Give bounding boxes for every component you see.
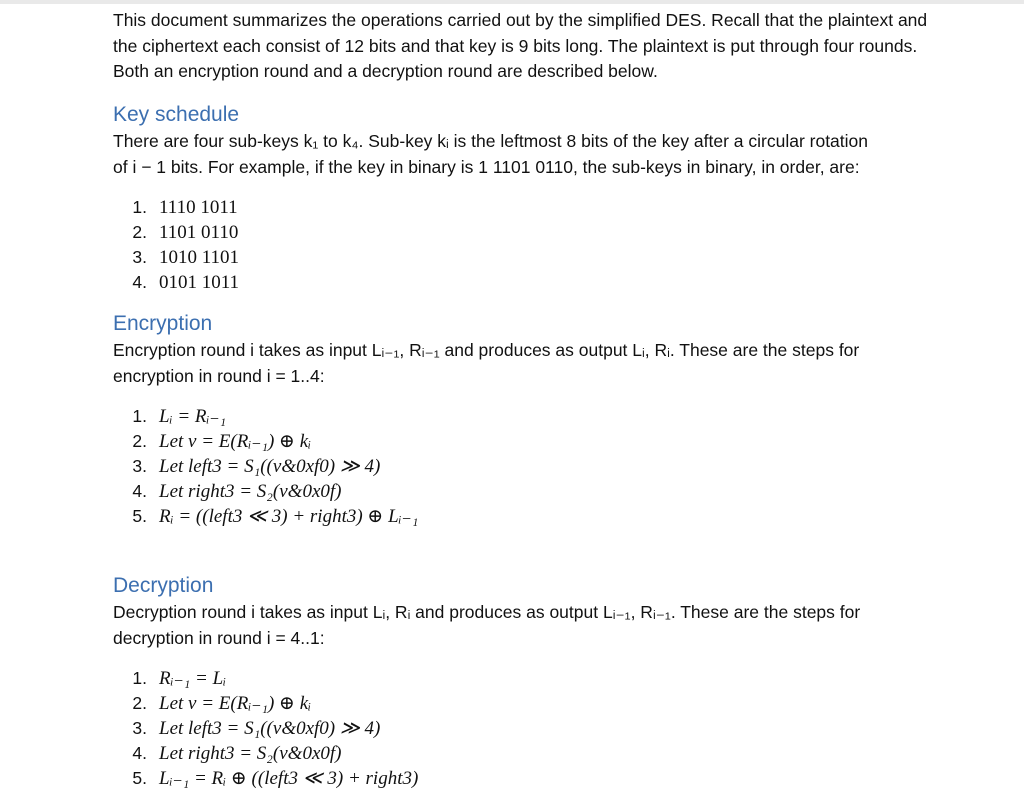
list-item: 3. Let left3 = S₁((v&0xf0) ≫ 4) xyxy=(132,456,381,477)
list-item: 5. Rᵢ = ((left3 ≪ 3) + right3) ⊕ Lᵢ₋₁ xyxy=(132,506,419,527)
list-item: 3. 1010 1101 xyxy=(132,247,240,268)
intro-paragraph: This document summarizes the operations carried out by the simplified DES. Recall that the plaintext and the ciphertext each consist of 12 bits and that key is 9 bits long. The plaintext is put through four rounds. Both an encryption round and a decryption round are described below. xyxy=(113,10,928,81)
encryption-line-1: Encryption round i takes as input Lᵢ₋₁, Rᵢ₋₁ and produces as output Lᵢ, Rᵢ. These are the steps for xyxy=(113,340,860,360)
encryption-heading: Encryption xyxy=(113,312,213,335)
key-schedule-heading: Key schedule xyxy=(113,103,240,126)
top-divider xyxy=(0,0,1024,4)
list-item: 2. Let v = E(Rᵢ₋₁) ⊕ kᵢ xyxy=(132,693,312,714)
list-item: 4. Let right3 = S₂(v&0x0f) xyxy=(132,481,342,502)
list-item: 1. Rᵢ₋₁ = Lᵢ xyxy=(132,668,227,689)
list-item: 5. Lᵢ₋₁ = Rᵢ ⊕ ((left3 ≪ 3) + right3) xyxy=(132,768,419,789)
list-item: 4. Let right3 = S₂(v&0x0f) xyxy=(132,743,342,764)
list-item: 2. Let v = E(Rᵢ₋₁) ⊕ kᵢ xyxy=(132,431,312,452)
encryption-paragraph xyxy=(113,338,933,389)
list-item: 3. Let left3 = S₁((v&0xf0) ≫ 4) xyxy=(132,718,381,739)
decryption-paragraph xyxy=(113,600,933,651)
key-schedule-line-2: of i − 1 bits. For example, if the key in binary is 1 1101 0110, the sub-keys in binary, in order, are: xyxy=(113,156,860,177)
decryption-heading: Decryption xyxy=(113,574,214,597)
key-schedule-line-1: There are four sub-keys k₁ to k₄. Sub-key kᵢ is the leftmost 8 bits of the key after a circular rotation xyxy=(113,131,869,151)
list-item: 4. 0101 1011 xyxy=(132,272,240,293)
encryption-steps xyxy=(113,404,418,529)
list-item: 2. 1101 0110 xyxy=(132,222,239,243)
decryption-line-1: Decryption round i takes as input Lᵢ, Rᵢ and produces as output Lᵢ₋₁, Rᵢ₋₁. These are the steps for xyxy=(113,602,861,622)
decryption-steps xyxy=(113,666,418,791)
subkey-list xyxy=(113,195,239,295)
decryption-line-2: decryption in round i = 4..1: xyxy=(113,627,325,648)
list-item: 1. 1110 1011 xyxy=(132,197,238,218)
encryption-line-2: encryption in round i = 1..4: xyxy=(113,365,325,386)
key-schedule-paragraph xyxy=(113,129,933,180)
list-item: 1. Lᵢ = Rᵢ₋₁ xyxy=(132,406,227,427)
